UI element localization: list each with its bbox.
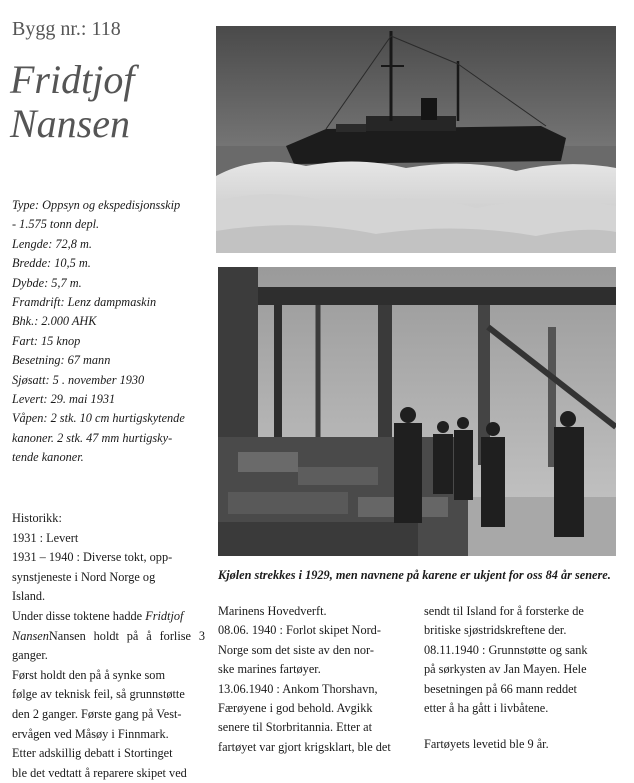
text-column-3 bbox=[424, 602, 617, 755]
spec-horsepower: Bhk.: 2.000 AHK bbox=[12, 314, 97, 329]
column-line: senere til Storbritannia. Etter at bbox=[218, 720, 372, 735]
history-line: ervågen ved Måsøy i Finnmark. bbox=[12, 726, 169, 741]
spec-propulsion: Framdrift: Lenz dampmaskin bbox=[12, 295, 157, 310]
title-line-2: Nansen bbox=[10, 101, 130, 146]
history-line: 1931 : Levert bbox=[12, 530, 79, 545]
spec-weapons-3: tende kanoner. bbox=[12, 450, 84, 465]
spec-crew: Besetning: 67 mann bbox=[12, 353, 111, 368]
column-line: 08.06. 1940 : Forlot skipet Nord- bbox=[218, 623, 381, 638]
history-line: 1931 – 1940 : Diverse tokt, opp- bbox=[12, 550, 173, 565]
history-line-text: Nansen holdt på å forlise 3 ganger. bbox=[12, 628, 205, 663]
column-line: på sørkysten av Jan Mayen. Hele bbox=[424, 662, 587, 677]
title-line-1: Fridtjof bbox=[10, 57, 135, 102]
column-line: britiske sjøstridskreftene der. bbox=[424, 623, 567, 638]
column-line: besetningen på 66 mann reddet bbox=[424, 681, 577, 696]
column-line: 13.06.1940 : Ankom Thorshavn, bbox=[218, 681, 378, 696]
column-line: sendt til Island for å forsterke de bbox=[424, 604, 584, 618]
build-number: Bygg nr.: 118 bbox=[12, 18, 121, 40]
column-line: ske marines fartøyer. bbox=[218, 662, 321, 677]
italic-ship-name: Fridtjof bbox=[145, 608, 184, 623]
history-line-text: Under disse toktene hadde bbox=[12, 608, 146, 623]
spec-speed: Fart: 15 knop bbox=[12, 333, 81, 348]
spec-length: Lengde: 72,8 m. bbox=[12, 236, 92, 251]
spec-delivered: Levert: 29. mai 1931 bbox=[12, 392, 116, 407]
history-section bbox=[12, 509, 205, 783]
specifications-list bbox=[12, 196, 208, 468]
column-line: Færøyene i god behold. Avgikk bbox=[218, 701, 373, 716]
history-line: den 2 ganger. Første gang på Vest- bbox=[12, 706, 182, 721]
column-gap bbox=[424, 718, 617, 735]
history-line: følge av teknisk feil, så grunnstøtte bbox=[12, 687, 185, 702]
text-column-2 bbox=[218, 602, 408, 757]
history-line: synstjeneste i Nord Norge og bbox=[12, 569, 156, 584]
history-heading: Historikk: bbox=[12, 511, 62, 525]
italic-ship-name: Nansen bbox=[12, 628, 49, 643]
keel-laying-photo bbox=[218, 267, 616, 556]
spec-depth: Dybde: 5,7 m. bbox=[12, 275, 82, 290]
column-line: Norge som det siste av den nor- bbox=[218, 642, 374, 657]
column-line: etter å ha gått i livbåtene. bbox=[424, 701, 549, 716]
history-line: Island. bbox=[12, 589, 46, 604]
column-line: fartøyet var gjort krigsklart, ble det bbox=[218, 739, 391, 754]
history-line: ble det vedtatt å reparere skipet ved bbox=[12, 765, 187, 780]
column-line: 08.11.1940 : Grunnstøtte og sank bbox=[424, 642, 588, 657]
photo-caption: Kjølen strekkes i 1929, men navnene på karene er ukjent for oss 84 år senere. bbox=[218, 568, 611, 582]
column-line: Fartøyets levetid ble 9 år. bbox=[424, 737, 549, 752]
history-line-italic bbox=[12, 627, 205, 666]
spec-weapons-2: kanoner. 2 stk. 47 mm hurtigsky- bbox=[12, 430, 173, 445]
spec-weapons-1: Våpen: 2 stk. 10 cm hurtigskytende bbox=[12, 411, 185, 426]
ship-title bbox=[10, 58, 134, 146]
history-line: Først holdt den på å synke som bbox=[12, 667, 166, 682]
ship-in-ice-photo bbox=[216, 26, 616, 253]
spec-launched: Sjøsatt: 5 . november 1930 bbox=[12, 372, 145, 387]
spec-displacement: - 1.575 tonn depl. bbox=[12, 217, 100, 232]
spec-beam: Bredde: 10,5 m. bbox=[12, 256, 91, 271]
history-line-italic bbox=[12, 607, 205, 627]
history-line: Etter adskillig debatt i Stortinget bbox=[12, 746, 173, 761]
spec-type: Type: Oppsyn og ekspedisjonsskip bbox=[12, 198, 181, 212]
column-line: Marinens Hovedverft. bbox=[218, 604, 327, 618]
